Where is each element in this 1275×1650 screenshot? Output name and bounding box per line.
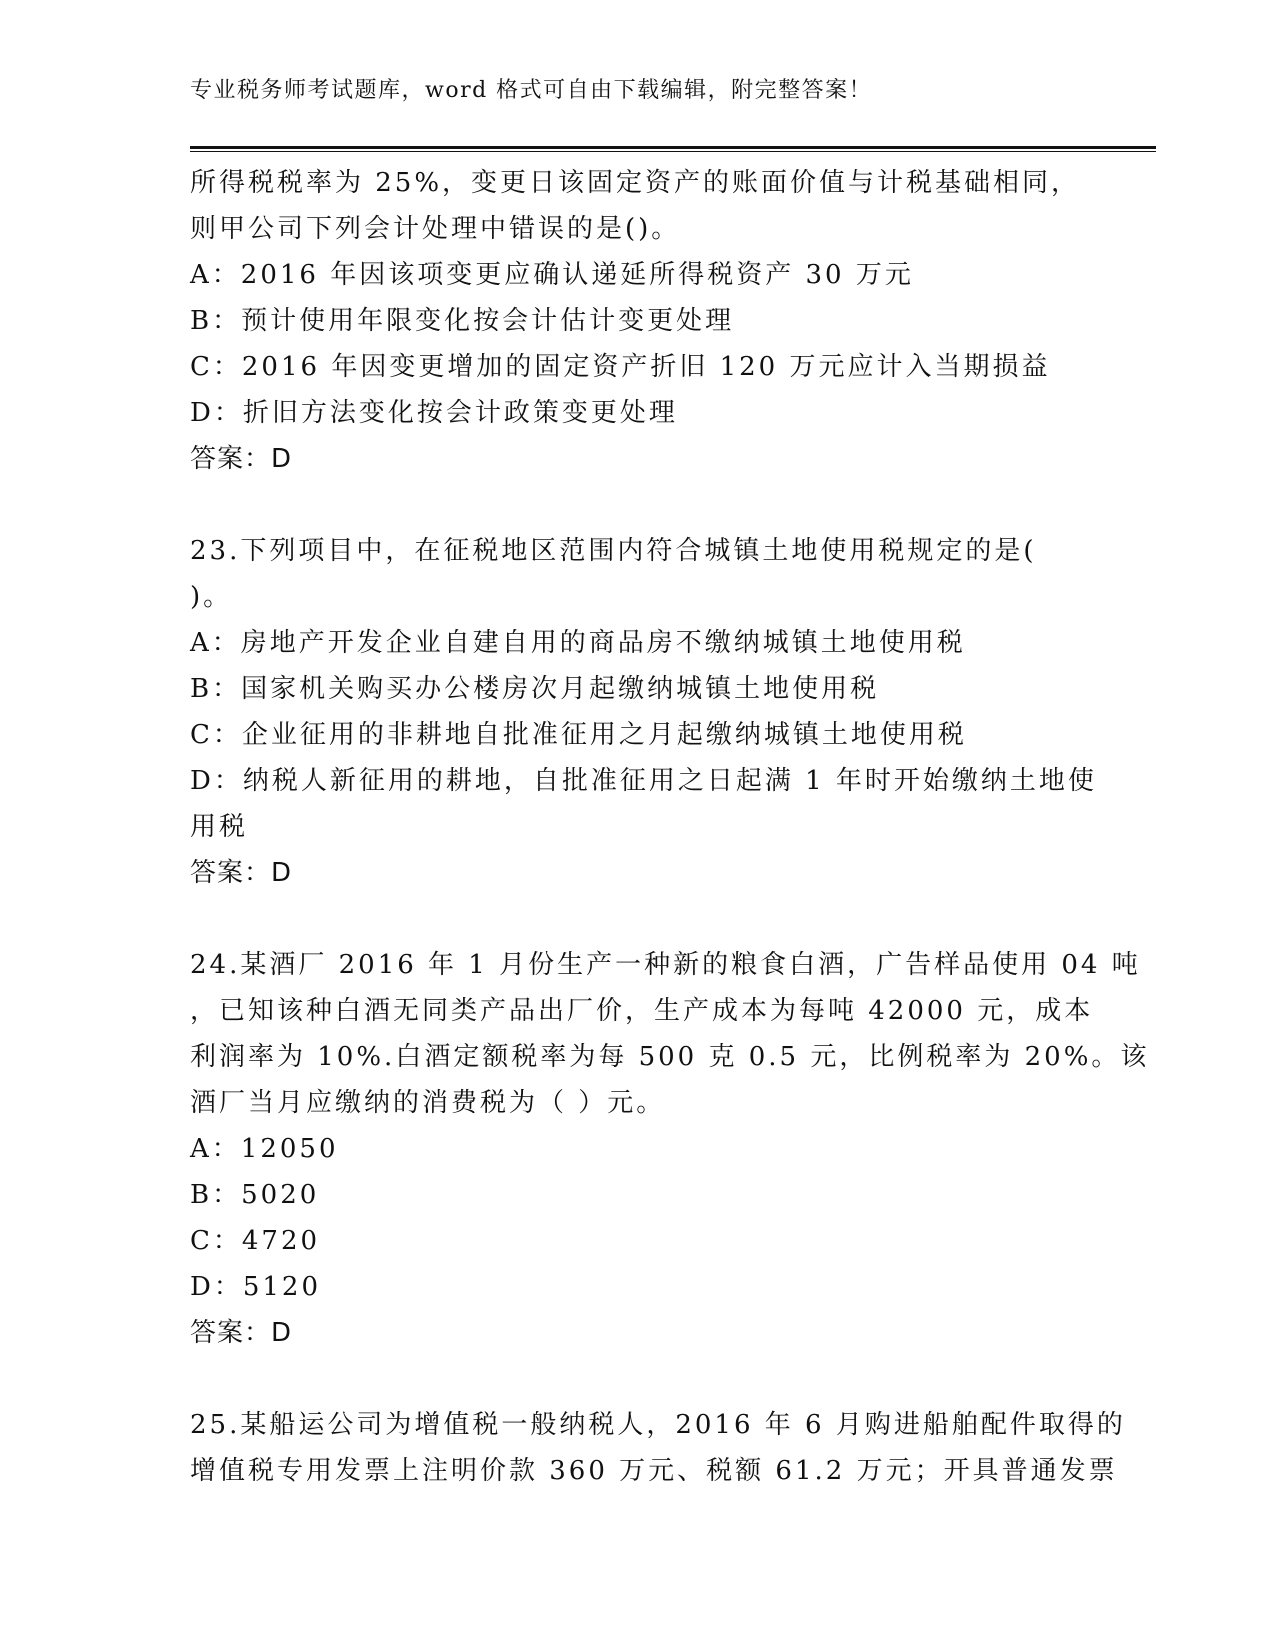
option-c: C：2016 年因变更增加的固定资产折旧 120 万元应计入当期损益 bbox=[190, 352, 1051, 382]
spacer bbox=[190, 482, 1110, 528]
question-block bbox=[190, 528, 1110, 896]
question-block bbox=[190, 160, 1110, 482]
option-a: A：2016 年因该项变更应确认递延所得税资产 30 万元 bbox=[190, 260, 914, 290]
option-b: B：5020 bbox=[190, 1180, 320, 1210]
question-block bbox=[190, 1402, 1126, 1494]
question-stem-line: 酒厂当月应缴纳的消费税为（ ）元。 bbox=[190, 1088, 666, 1118]
question-stem-line: 利润率为 10%.白酒定额税率为每 500 克 0.5 元，比例税率为 20%。该 bbox=[190, 1042, 1150, 1072]
option-d: D：折旧方法变化按会计政策变更处理 bbox=[190, 398, 678, 428]
option-d: D：5120 bbox=[190, 1272, 322, 1302]
question-stem-line: 24.某酒厂 2016 年 1 月份生产一种新的粮食白酒，广告样品使用 04 吨 bbox=[190, 950, 1141, 980]
document-body bbox=[190, 160, 1150, 1494]
question-stem-line: 则甲公司下列会计处理中错误的是()。 bbox=[190, 214, 681, 244]
option-c: C：企业征用的非耕地自批准征用之月起缴纳城镇土地使用税 bbox=[190, 720, 967, 750]
question-stem-line: 所得税税率为 25%，变更日该固定资产的账面价值与计税基础相同， bbox=[190, 168, 1081, 198]
option-d-continued: 用税 bbox=[190, 812, 249, 842]
header-divider bbox=[190, 146, 1156, 152]
page-header: 专业税务师考试题库，word 格式可自由下载编辑，附完整答案！ bbox=[190, 78, 873, 103]
question-stem-line: ，已知该种白酒无同类产品出厂价，生产成本为每吨 42000 元，成本 bbox=[190, 996, 1094, 1026]
option-d: D：纳税人新征用的耕地，自批准征用之日起满 1 年时开始缴纳土地使 bbox=[190, 766, 1097, 796]
option-c: C：4720 bbox=[190, 1226, 321, 1256]
answer-line: 答案：D bbox=[190, 858, 293, 888]
answer-line: 答案：D bbox=[190, 444, 293, 474]
answer-line: 答案：D bbox=[190, 1318, 293, 1348]
question-stem-line: )。 bbox=[190, 582, 233, 612]
question-stem-line: 25.某船运公司为增值税一般纳税人，2016 年 6 月购进船舶配件取得的 bbox=[190, 1410, 1126, 1440]
question-stem-line: 23.下列项目中，在征税地区范围内符合城镇土地使用税规定的是( bbox=[190, 536, 1037, 566]
spacer bbox=[190, 896, 1110, 942]
question-stem-line: 增值税专用发票上注明价款 360 万元、税额 61.2 万元；开具普通发票 bbox=[190, 1456, 1118, 1486]
question-block bbox=[190, 942, 1150, 1356]
option-b: B：预计使用年限变化按会计估计变更处理 bbox=[190, 306, 735, 336]
option-a: A：12050 bbox=[190, 1134, 339, 1164]
spacer bbox=[190, 1356, 1110, 1402]
option-a: A：房地产开发企业自建自用的商品房不缴纳城镇土地使用税 bbox=[190, 628, 966, 658]
option-b: B：国家机关购买办公楼房次月起缴纳城镇土地使用税 bbox=[190, 674, 880, 704]
